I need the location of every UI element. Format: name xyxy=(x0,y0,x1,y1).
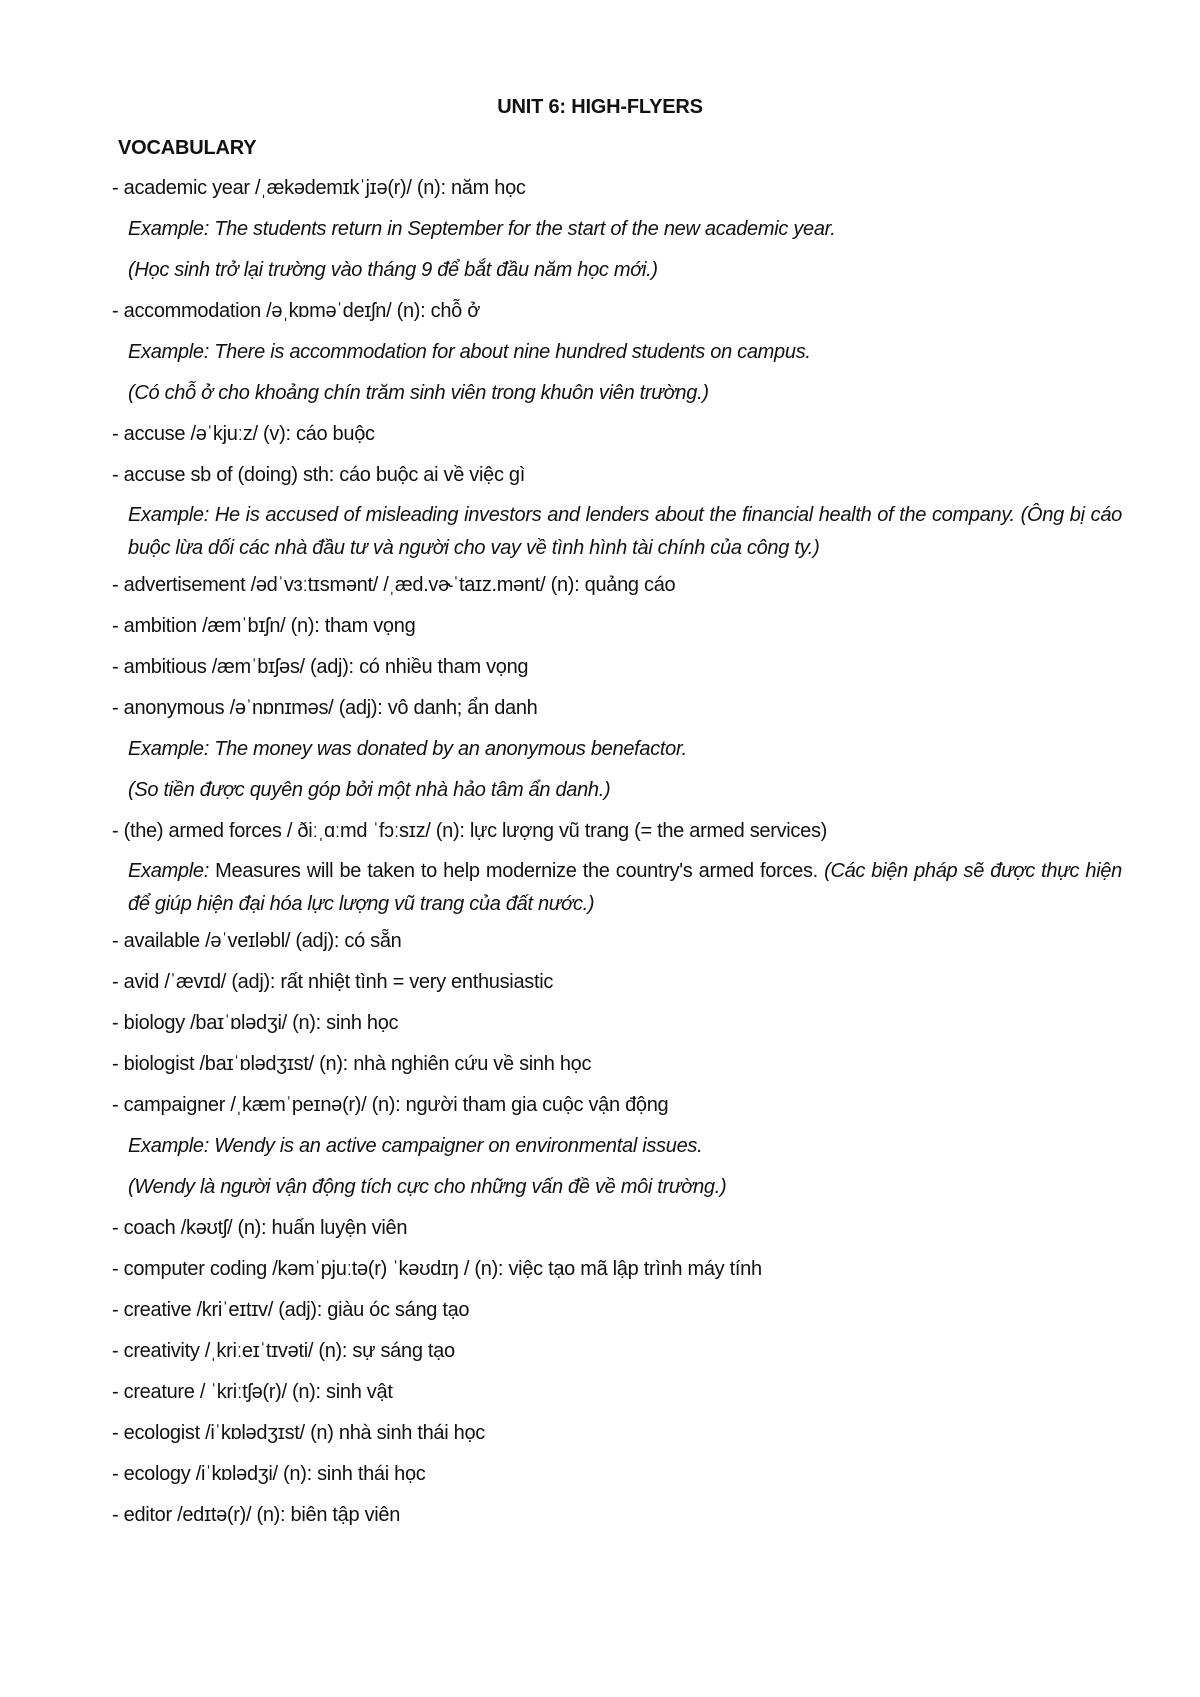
example-paragraph xyxy=(112,499,1122,565)
example-sentence: Example: He is accused of misleading investors and lenders about the financial health of the company. (Ông bị cáo buộc lừa dối các nhà đầu tư và người cho vay về tình hình tài chính của công ty.) xyxy=(128,504,1122,559)
vocab-entry: - biology /baɪˈɒlədʒi/ (n): sinh học xyxy=(112,1012,399,1034)
vocabulary-list xyxy=(112,176,1122,1544)
vocab-entry: - avid /ˈævɪd/ (adj): rất nhiệt tình = very enthusiastic xyxy=(112,971,554,993)
vocab-entry: - ambition /æmˈbɪʃn/ (n): tham vọng xyxy=(112,615,416,637)
example-paragraph xyxy=(112,855,1122,921)
example-translation: (Học sinh trở lại trường vào tháng 9 để bắt đầu năm học mới.) xyxy=(128,259,658,281)
vocab-entry: - available /əˈveɪləbl/ (adj): có sẵn xyxy=(112,930,402,952)
vocab-entry: - computer coding /kəmˈpjuːtə(r) ˈkəʊdɪŋ / (n): việc tạo mã lập trình máy tính xyxy=(112,1258,762,1280)
example-sentence: Example: Wendy is an active campaigner on environmental issues. xyxy=(128,1135,703,1157)
vocab-entry: - (the) armed forces / ðiːˌɑːmd ˈfɔːsɪz/ (n): lực lượng vũ trang (= the armed services) xyxy=(112,820,828,842)
vocab-entry: - accommodation /əˌkɒməˈdeɪʃn/ (n): chỗ ở xyxy=(112,300,481,322)
example-sentence: Example: The students return in September for the start of the new academic year. xyxy=(128,218,836,240)
example-translation: (Các biện pháp sẽ được thực hiện để giúp hiện đại hóa lực lượng vũ trang của đất nước.) xyxy=(128,860,1122,915)
vocab-entry: - ambitious /æmˈbɪʃəs/ (adj): có nhiều tham vọng xyxy=(112,656,529,678)
example-label: Example: xyxy=(128,860,209,882)
vocab-entry: - academic year /ˌækədemɪkˈjɪə(r)/ (n): năm học xyxy=(112,177,526,199)
example-translation: (Wendy là người vận động tích cực cho những vấn đề về môi trường.) xyxy=(128,1176,727,1198)
vocab-entry: - creature / ˈkriːtʃə(r)/ (n): sinh vật xyxy=(112,1381,393,1403)
page-title: UNIT 6: HIGH-FLYERS xyxy=(497,96,703,118)
example-sentence: Measures will be taken to help modernize the country's armed forces. xyxy=(215,860,818,882)
vocab-entry: - anonymous /əˈnɒnɪməs/ (adj): vô danh; ẩn danh xyxy=(112,697,538,719)
vocab-entry: - accuse /əˈkjuːz/ (v): cáo buộc xyxy=(112,423,375,445)
vocab-entry: - ecologist /iˈkɒlədʒɪst/ (n) nhà sinh thái học xyxy=(112,1422,485,1444)
example-translation: (So tiền được quyên góp bởi một nhà hảo tâm ẩn danh.) xyxy=(128,779,611,801)
vocab-entry: - creative /kriˈeɪtɪv/ (adj): giàu óc sáng tạo xyxy=(112,1299,470,1321)
vocab-entry: - advertisement /ədˈvɜːtɪsmənt/ /ˌæd.vɚˈtaɪz.mənt/ (n): quảng cáo xyxy=(112,574,676,596)
example-sentence: Example: The money was donated by an anonymous benefactor. xyxy=(128,738,687,760)
section-heading: VOCABULARY xyxy=(118,137,257,159)
example-translation: (Có chỗ ở cho khoảng chín trăm sinh viên trong khuôn viên trường.) xyxy=(128,382,709,404)
vocab-entry: - biologist /baɪˈɒlədʒɪst/ (n): nhà nghiên cứu về sinh học xyxy=(112,1053,592,1075)
vocab-entry: - editor /edɪtə(r)/ (n): biên tập viên xyxy=(112,1504,401,1526)
example-sentence: Example: There is accommodation for about nine hundred students on campus. xyxy=(128,341,811,363)
vocab-entry: - campaigner /ˌkæmˈpeɪnə(r)/ (n): người tham gia cuộc vận động xyxy=(112,1094,669,1116)
vocab-entry: - accuse sb of (doing) sth: cáo buộc ai về việc gì xyxy=(112,464,525,486)
vocab-entry: - ecology /iˈkɒlədʒi/ (n): sinh thái học xyxy=(112,1463,426,1485)
vocab-entry: - creativity /ˌkriːeɪˈtɪvəti/ (n): sự sáng tạo xyxy=(112,1340,455,1362)
vocab-entry: - coach /kəʊtʃ/ (n): huấn luyện viên xyxy=(112,1217,408,1239)
